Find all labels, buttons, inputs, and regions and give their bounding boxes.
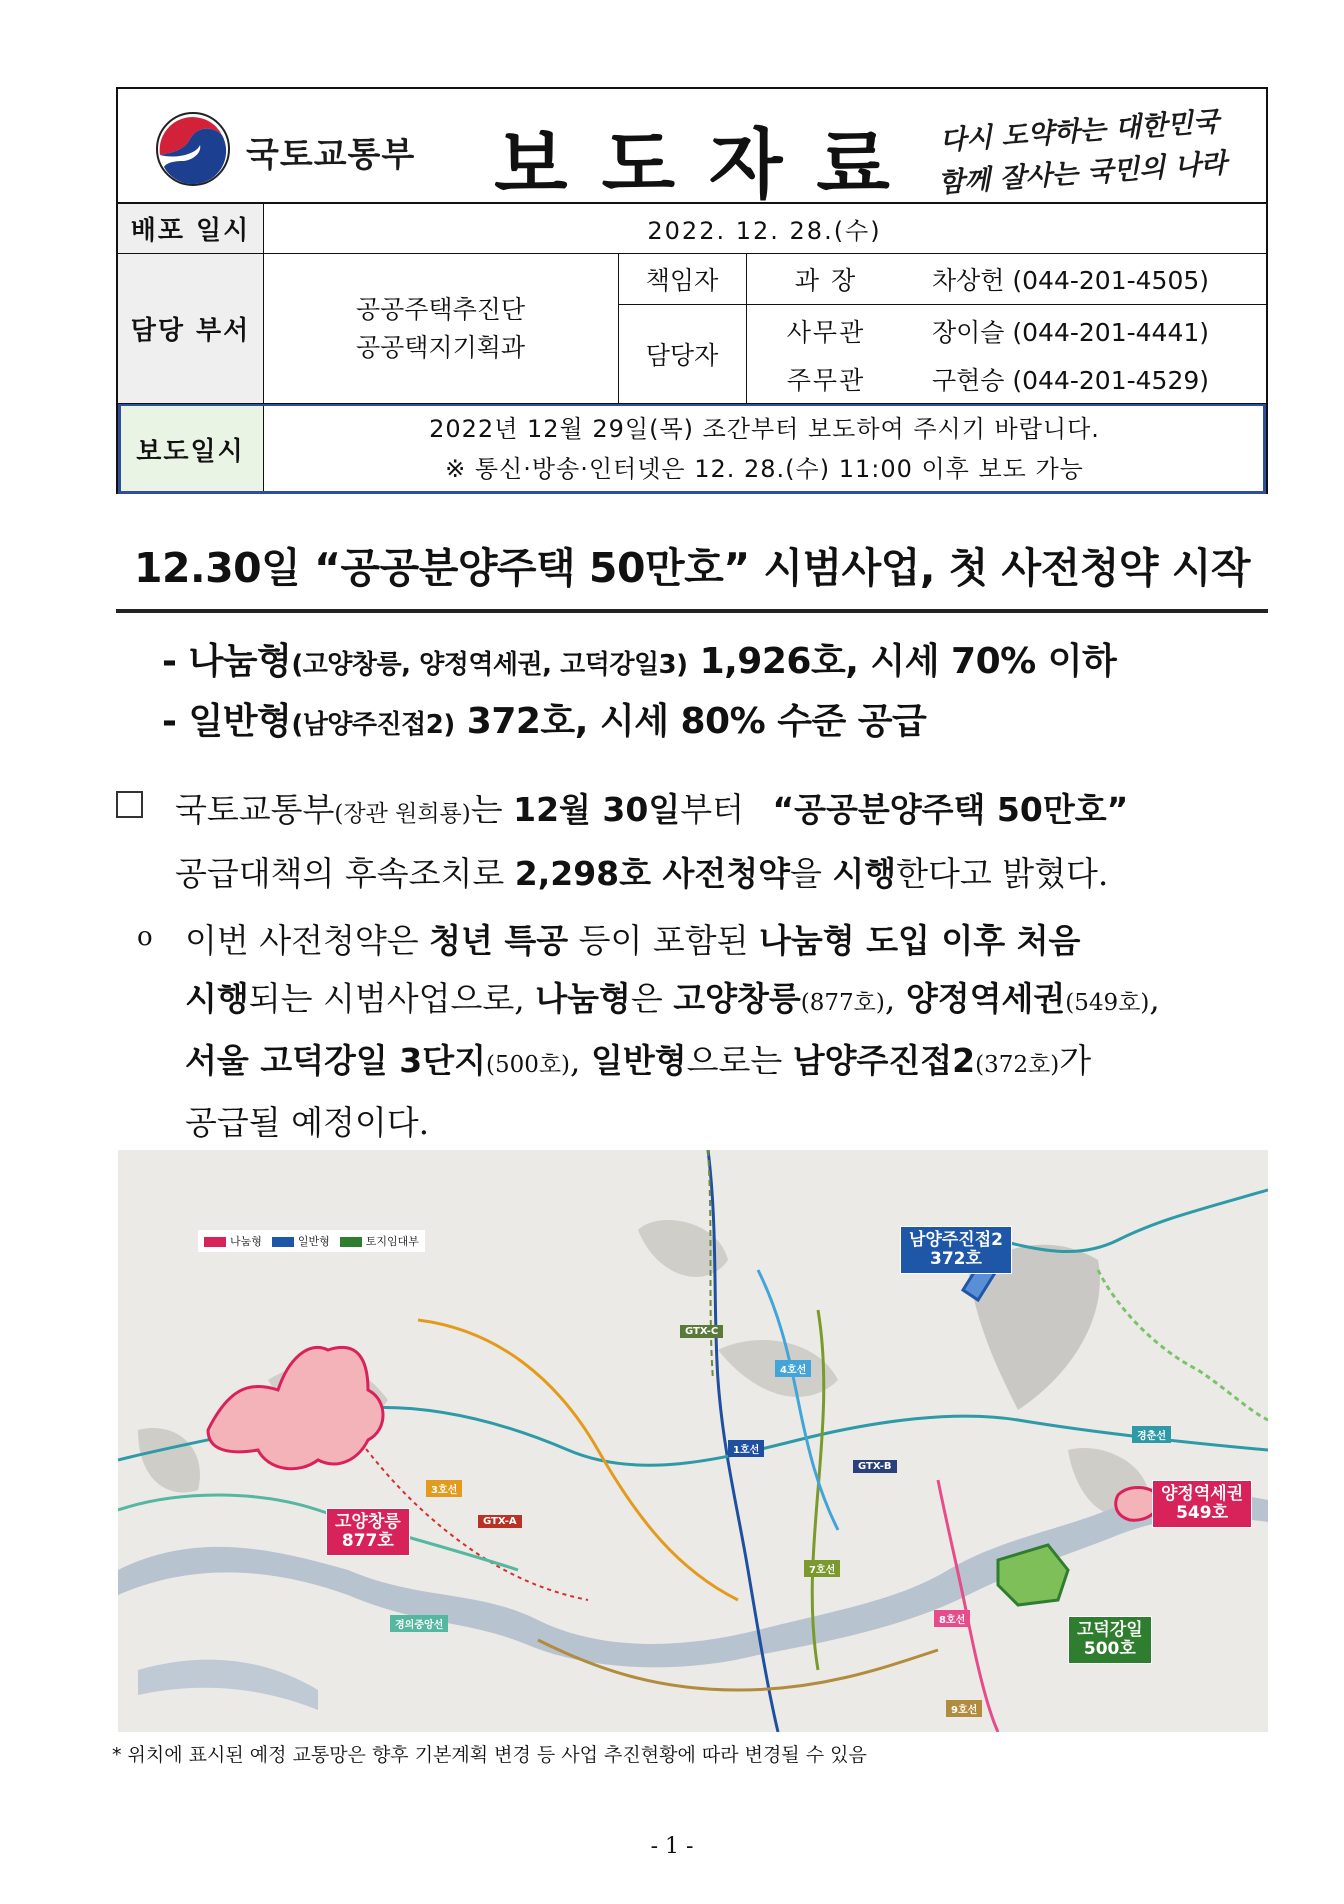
subheadline-prefix: - 일반형	[162, 701, 292, 742]
release-frame	[118, 404, 1266, 494]
site-label-yangjeong: 양정역세권 549호	[1152, 1480, 1252, 1528]
paragraph-2-line-4: 공급될 예정이다.	[185, 1103, 430, 1142]
department-row	[118, 254, 1266, 404]
header-top-row	[118, 89, 1266, 209]
map-legend	[198, 1230, 425, 1252]
line-tag: 8호선	[934, 1610, 970, 1627]
line-tag: 7호선	[804, 1560, 840, 1577]
contact-position: 과 장	[794, 266, 858, 295]
subheadline-rest: 1,926호, 시세 70% 이하	[687, 641, 1117, 682]
line-tag: GTX-A	[478, 1515, 522, 1528]
press-release-title: 보도자료	[494, 120, 924, 209]
release-row	[118, 404, 1266, 494]
line-tag: GTX-B	[853, 1460, 897, 1473]
paragraph-2-line-2: 시행되는 시범사업으로, 나눔형은 고양창릉(877호), 양정역세권(549호),	[185, 979, 1160, 1018]
release-line-1: 2022년 12월 29일(목) 조간부터 보도하여 주시기 바랍니다.	[429, 415, 1100, 443]
project-location-map	[118, 1150, 1268, 1732]
site-label-namyangju: 남양주진접2 372호	[900, 1226, 1012, 1274]
contact-position: 주무관	[786, 366, 866, 395]
legend-swatch	[340, 1237, 362, 1247]
line-tag: 1호선	[728, 1440, 764, 1457]
subheadline-prefix: - 나눔형	[162, 641, 292, 682]
contact-person	[746, 254, 1266, 305]
staff-label: 담당자	[618, 304, 747, 403]
paragraph-2	[185, 912, 1270, 1152]
headline-rule	[116, 609, 1268, 613]
site-label-goyang: 고양창릉 877호	[326, 1508, 410, 1556]
line-tag: 3호선	[426, 1480, 462, 1497]
distribution-label: 배포 일시	[118, 204, 264, 253]
site-label-godeok: 고덕강일 500호	[1068, 1616, 1152, 1664]
paragraph-1-line-1: 국토교통부(장관 원희룡)는 12월 30일부터 “공공분양주택 50만호”	[175, 790, 1129, 829]
contact-name-phone: 구현승 (044-201-4529)	[932, 366, 1210, 395]
release-label: 보도일시	[118, 404, 264, 494]
contact-name-phone: 장이슬 (044-201-4441)	[932, 318, 1210, 347]
department-names	[263, 254, 619, 403]
line-tag: 9호선	[946, 1700, 982, 1717]
line-tag: 경의중앙선	[390, 1615, 448, 1632]
distribution-row	[118, 204, 1266, 254]
distribution-date: 2022. 12. 28.(수)	[647, 217, 882, 245]
contact-name-phone: 차상헌 (044-201-4505)	[932, 266, 1210, 295]
contact-person	[746, 354, 1266, 404]
line-tag: GTX-C	[680, 1325, 723, 1338]
subheadline-rest: 372호, 시세 80% 수준 공급	[454, 701, 927, 742]
contact-position: 사무관	[786, 318, 866, 347]
subheadline-1	[162, 633, 1116, 684]
release-line-2: ※ 통신·방송·인터넷은 12. 28.(수) 11:00 이후 보도 가능	[445, 455, 1084, 483]
line-tag: 4호선	[775, 1360, 811, 1377]
circle-bullet-icon: o	[137, 922, 153, 952]
department-label: 담당 부서	[118, 254, 264, 403]
line-tag: 경춘선	[1132, 1426, 1171, 1443]
contact-person	[746, 306, 1266, 356]
map-footnote: * 위치에 표시된 예정 교통망은 향후 기본계획 변경 등 사업 추진현황에 따라 변경될 수 있음	[112, 1744, 867, 1766]
department-name-1: 공공주택추진단	[355, 294, 526, 324]
department-name-2: 공공택지기획과	[355, 332, 526, 362]
paragraph-1	[175, 780, 1270, 904]
page-number: - 1 -	[650, 1834, 694, 1859]
paragraph-2-line-3: 서울 고덕강일 3단지(500호), 일반형으로는 남양주진접2(372호)가	[185, 1041, 1092, 1080]
press-header-table	[116, 87, 1268, 494]
legend-swatch	[272, 1237, 294, 1247]
checkbox-bullet-icon	[116, 791, 143, 818]
paragraph-2-line-1: 이번 사전청약은 청년 특공 등이 포함된 나눔형 도입 이후 처음	[185, 921, 1081, 960]
subheadline-detail: (남양주진접2)	[291, 710, 455, 740]
subheadline-detail: (고양창릉, 양정역세권, 고덕강일3)	[291, 650, 688, 680]
responsible-label: 책임자	[618, 254, 747, 305]
slogan-line-2: 함께 잘사는 국민의 나라	[937, 147, 1228, 199]
legend-item: 나눔형	[204, 1233, 262, 1249]
legend-item: 일반형	[272, 1233, 330, 1249]
ministry-name: 국토교통부	[246, 135, 416, 175]
slogan-line-1: 다시 도약하는 대한민국	[938, 106, 1221, 157]
legend-item: 토지임대부	[340, 1233, 419, 1249]
subheadline-2	[162, 693, 926, 744]
legend-swatch	[204, 1237, 226, 1247]
paragraph-1-line-2: 공급대책의 후속조치로 2,298호 사전청약을 시행한다고 밝혔다.	[175, 854, 1109, 893]
headline: 12.30일 “공공분양주택 50만호” 시범사업, 첫 사전청약 시작	[134, 544, 1250, 592]
